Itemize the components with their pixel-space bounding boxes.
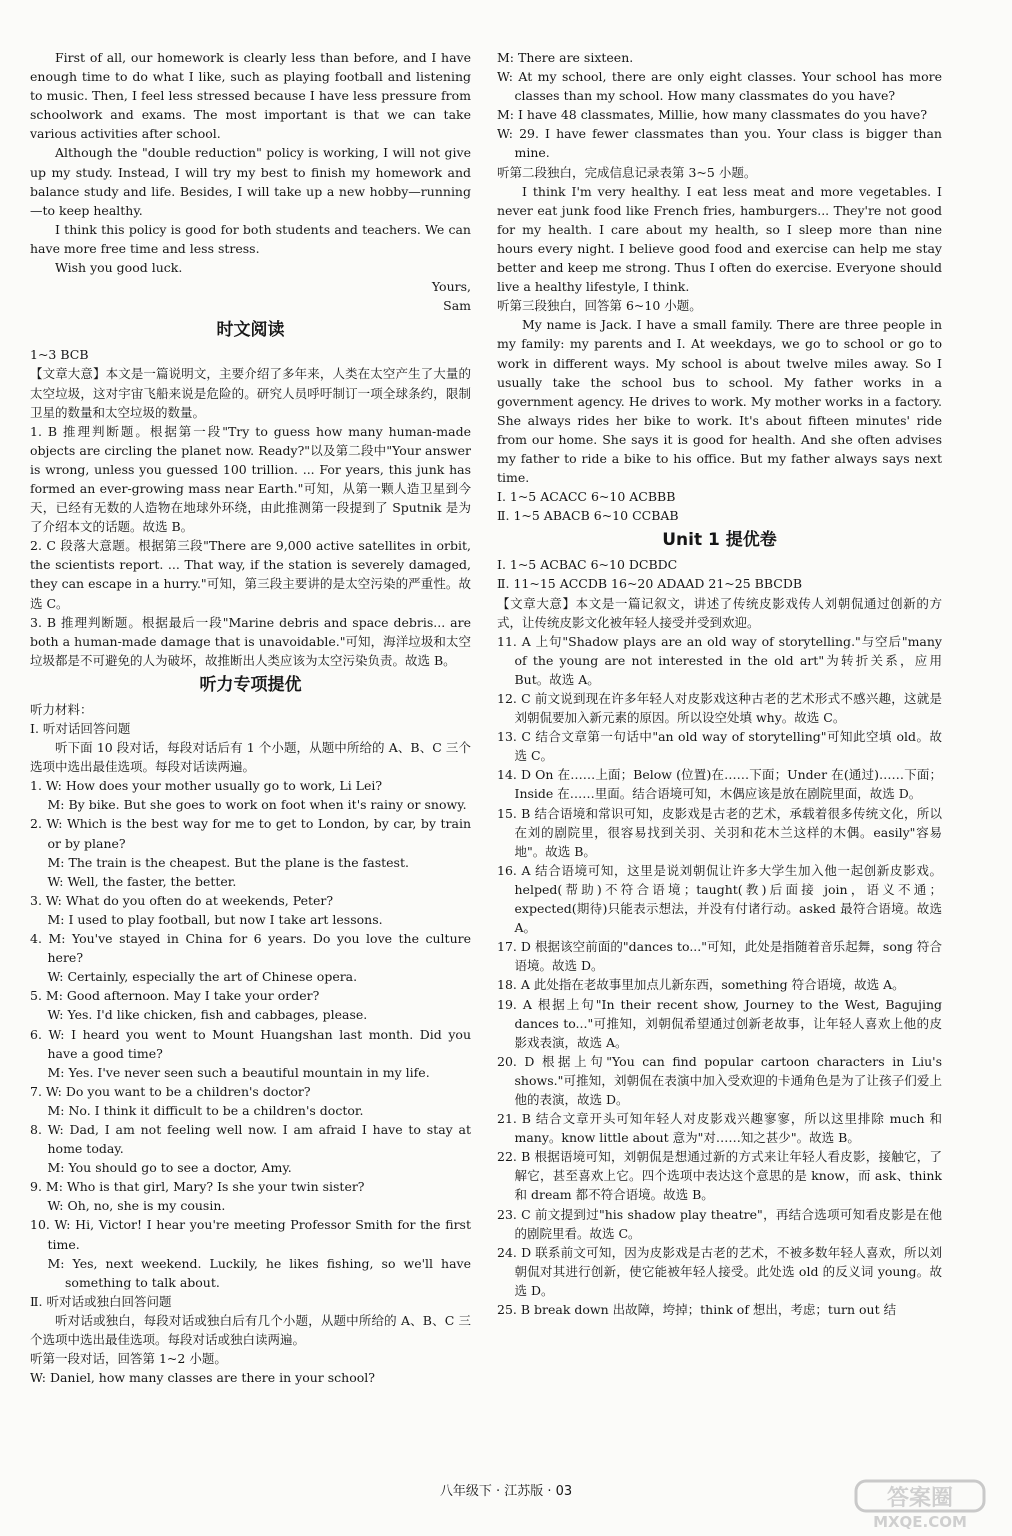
explanation-item: 15. B 结合语境和常识可知，皮影戏是古老的艺术，承载着很多传统文化，所以在刘的剧院里，很容易找到关羽、关羽和花木兰这样的木偶。easily"容易地"。故选 B。 [497, 805, 942, 859]
dialogue-text: W: I heard you went to Mount Huangshan last month. Did you have a good time? [47, 1026, 471, 1061]
part2-heading: 听第二段独白，完成信息记录表第 3~5 小题。 [497, 164, 757, 180]
dialogue-number: 7. [30, 1083, 42, 1099]
section2-intro: 听对话或独白，每段对话或独白后有几个小题，从题中所给的 A、B、C 三个选项中选出最佳选项。每段对话或独白读两遍。 [30, 1312, 471, 1347]
dialogue-text: M: No. I think it difficult to be a children's doctor. [47, 1102, 364, 1118]
reading-explanation-3: 3. B 推理判断题。根据最后一段"Marine debris and space debris... are both a human-made damage that is unavoidable."可知，海洋垃圾和太空垃圾都是不可避免的人为破坏，故推断出人类应该为太空污染负责。故选 B。 [30, 614, 471, 668]
part1-heading: 听第一段对话，回答第 1~2 小题。 [30, 1351, 227, 1367]
letter-paragraph: First of all, our homework is clearly less than before, and I have enough time to do what I like, such as playing football and listening to music. Then, I feel less stressed because I have less pressure from schoolwork and exams. The most important is that we can take various activities after school. [30, 50, 471, 142]
dialogue-line [30, 1215, 471, 1253]
dialogue-line [30, 795, 471, 814]
dialogue-line [30, 814, 471, 852]
listening-answers-2: Ⅱ. 1~5 ABACB 6~10 CCBAB [497, 508, 679, 524]
dialogue-line [30, 891, 471, 910]
dialogue-text: M: By bike. But she goes to work on foot when it's rainy or snowy. [47, 797, 467, 813]
dialog-line: M: There are sixteen. [497, 50, 634, 65]
section2-heading: Ⅱ. 听对话或独白回答问题 [30, 1293, 172, 1309]
part1-line: W: Daniel, how many classes are there in your school? [30, 1370, 375, 1386]
letter-paragraph: Wish you good luck. [55, 260, 183, 276]
dialog-line: W: 29. I have fewer classmates than you. Your class is bigger than mine. [497, 126, 942, 161]
letter-signature: Sam [443, 298, 471, 314]
explanation-item: 25. B break down 出故障，垮掉；think of 想出，考虑；turn out 结 [497, 1302, 897, 1317]
dialogue-line [30, 910, 471, 929]
dialogue-line [30, 1254, 471, 1292]
dialogue-list [30, 776, 471, 1292]
explanation-item: 16. A 结合语境可知，这里是说刘朝侃让许多大学生加入他一起创新皮影戏。helped(帮助)不符合语境；taught(教)后面接 join，语义不通；expected(期待)只能表示想法，并没有付诸行动。asked 最符合语境。故选 A。 [497, 862, 942, 936]
dialogue-line [30, 776, 471, 795]
dialogue-text: W: Oh, no, she is my cousin. [47, 1198, 226, 1214]
dialogue-text: M: The train is the cheapest. But the plane is the fastest. [47, 854, 409, 870]
dialogue-text: M: Who is that girl, Mary? Is she your twin sister? [45, 1179, 365, 1195]
dialogue-line [30, 1063, 471, 1082]
dialogue-number: 3. [30, 892, 42, 908]
dialogue-text: W: Yes. I'd like chicken, fish and cabbages, please. [47, 1007, 368, 1023]
reading-summary: 【文章大意】本文是一篇说明文，主要介绍了多年来，人类在太空产生了大量的太空垃圾，这对宇宙飞船来说是危险的。研究人员呼吁制订一项全球条约，限制卫星的数量和太空垃圾的数量。 [30, 366, 471, 420]
explanation-item: 23. C 前文提到过"his shadow play theatre"，再结合选项可知看皮影是在他的剧院里看。故选 C。 [497, 1206, 942, 1241]
dialogue-line [30, 1101, 471, 1120]
dialogue-line [30, 1177, 471, 1196]
svg-text:答案圈: 答案圈 [886, 1486, 954, 1511]
explanation-item: 20. D 根据上句"You can find popular cartoon characters in Liu's shows."可推知，刘朝侃在表演中加入受欢迎的卡通角色是为了让孩子们爱上他的表演，故选 D。 [497, 1053, 942, 1107]
dialogue-line [30, 929, 471, 967]
reading-section-title: 时文阅读 [216, 320, 285, 341]
dialogue-number: 5. [30, 988, 42, 1004]
dialogue-text: M: I used to play football, but now I take art lessons. [47, 911, 383, 927]
letter-closing: Yours, [431, 279, 471, 295]
unit-answers-1: Ⅰ. 1~5 ACBAC 6~10 DCBDC [497, 557, 678, 573]
listening-label: 听力材料： [30, 701, 93, 717]
explanation-item: 14. D On 在……上面；Below (位置)在……下面；Under 在(通过)……下面；Inside 在……里面。结合语境可知，木偶应该是放在剧院里面，故选 D。 [497, 767, 942, 802]
unit-test-title: Unit 1 提优卷 [662, 530, 777, 551]
watermark-logo [852, 1478, 992, 1530]
dialogue-line [30, 967, 471, 986]
dialogue-number: 1. [30, 778, 42, 794]
unit-summary: 【文章大意】本文是一篇记叙文，讲述了传统皮影戏传人刘朝侃通过创新的方式，让传统皮影文化被年轻人接受并受到欢迎。 [497, 595, 942, 630]
dialogue-line [30, 853, 471, 872]
dialogue-text: W: Do you want to be a children's doctor? [45, 1083, 311, 1099]
monologue-3: My name is Jack. I have a small family. There are three people in my family: my parents and I. At weekdays, we go to school or go to work in different ways. My school is about twelve miles away. So I usually take the school bus to school. My father works in a government agency. He drives to work. My mother works in a factory. She always rides her bike to work. It's about fifteen minutes' ride from our home. She says it is good for health. And she often advises my father to ride a bike to his office. But my father always says next time. [497, 317, 942, 486]
explanation-item: 24. D 联系前文可知，因为皮影戏是古老的艺术，不被多数年轻人喜欢，所以刘朝侃对其进行创新，使它能被年轻人接受。此处选 old 的反义词 young。故选 D。 [497, 1244, 942, 1298]
left-column [30, 48, 471, 1387]
dialogue-line [30, 1005, 471, 1024]
listening-section-title: 听力专项提优 [199, 674, 302, 695]
dialogue-number: 4. [30, 931, 42, 947]
section1-intro: 听下面 10 段对话，每段对话后有 1 个小题，从题中所给的 A、B、C 三个选项中选出最佳选项。每段对话读两遍。 [30, 740, 471, 775]
dialogue-number: 10. [30, 1217, 50, 1233]
explanation-item: 19. A 根据上句"In their recent show, Journey to the West, Bagujing dances to..."可推知，刘朝侃希望通过创新老故事，让年轻人喜欢上他的皮影戏表演，故选 A。 [497, 996, 942, 1050]
explanation-item: 12. C 前文说到现在许多年轻人对皮影戏这种古老的艺术形式不感兴趣，这就是刘朝侃要加入新元素的原因。所以设空处填 why。故选 C。 [497, 691, 942, 726]
dialog-line: M: I have 48 classmates, Millie, how many classmates do you have? [497, 107, 928, 123]
page-footer: 八年级下 · 江苏版 · 03 [439, 1484, 573, 1499]
dialogue-text: W: Certainly, especially the art of Chinese opera. [47, 969, 358, 985]
explanation-list [497, 632, 942, 1319]
unit-answers-2: Ⅱ. 11~15 ACCDB 16~20 ADAAD 21~25 BBCDB [497, 576, 803, 592]
dialogue-text: W: Dad, I am not feeling well now. I am afraid I have to stay at home today. [47, 1121, 471, 1157]
dialogue-text: W: How does your mother usually go to work, Li Lei? [45, 778, 383, 794]
listening-answers-1: Ⅰ. 1~5 ACACC 6~10 ACBBB [497, 489, 676, 505]
right-column [497, 48, 942, 1319]
svg-text:MXQE.COM: MXQE.COM [873, 1513, 967, 1530]
dialogue-number: 8. [30, 1121, 42, 1137]
dialogue-text: W: Hi, Victor! I hear you're meeting Professor Smith for the first time. [47, 1217, 471, 1252]
dialogue-line [30, 986, 471, 1005]
dialogue-number: 2. [30, 816, 42, 832]
monologue-2: I think I'm very healthy. I eat less meat and more vegetables. I never eat junk food like French fries, hamburgers... They're not good for my health. I care about my health, so I sleep more than nine hours every night. I believe good food and exercise can help me stay better and keep me strong. Thus I often do exercise. Everyone should live a healthy lifestyle, I think. [497, 183, 942, 295]
explanation-item: 13. C 结合文章第一句话中"an old way of storytelling"可知此空填 old。故选 C。 [497, 729, 942, 764]
explanation-item: 21. B 结合文章开头可知年轻人对皮影戏兴趣寥寥，所以这里排除 much 和 many。know little about 意为"对……知之甚少"。故选 B。 [497, 1111, 942, 1146]
dialogue-text: W: Which is the best way for me to get to London, by car, by train or by plane? [46, 816, 471, 851]
reading-explanation-1: 1. B 推理判断题。根据第一段"Try to guess how many human-made objects are circling the planet now. Ready?"以及第二段中"Your answer is wrong, unless you guessed 100 trillion. ... For years, this junk has formed an ever-growing mass near Earth."可知，从第一颗人造卫星到今天，已经有无数的人造物在地球外环绕，由此推测第一段提到了 Sputnik 是为了介绍本文的话题。故选 B。 [30, 423, 471, 535]
explanation-item: 22. B 根据语境可知，刘朝侃是想通过新的方式来让年轻人看皮影，接触它，了解它，甚至喜欢上它。四个选项中表达这个意思的是 know，而 ask、think 和 dream 都不符合语境。故选 B。 [497, 1149, 942, 1203]
explanation-item: 17. D 根据该空前面的"dances to..."可知，此处是指随着音乐起舞，song 符合语境。故选 D。 [497, 939, 942, 974]
dialogue-text: M: Good afternoon. May I take your order? [45, 988, 320, 1004]
explanation-item: 18. A 此处指在老故事里加点儿新东西，something 符合语境，故选 A。 [497, 977, 905, 993]
dialogue-line [30, 872, 471, 891]
dialogue-line [30, 1120, 471, 1158]
dialogue-line [30, 1158, 471, 1177]
reading-explanation-2: 2. C 段落大意题。根据第三段"There are 9,000 active satellites in orbit, the scientists report. ... That way, if the station is severely damaged, they can escape in a hurry."可知，第三段主要讲的是太空污染的严重性。故选 C。 [30, 538, 471, 611]
dialog-line: W: At my school, there are only eight classes. Your school has more classes than my school. How many classmates do you have? [497, 69, 942, 104]
letter-paragraph: I think this policy is good for both students and teachers. We can have more free time and less stress. [30, 221, 471, 256]
reading-answers: 1~3 BCB [30, 347, 89, 363]
letter-body [30, 48, 471, 315]
dialogue-text: M: Yes. I've never seen such a beautiful mountain in my life. [47, 1064, 430, 1080]
dialogue-line [30, 1196, 471, 1215]
dialogue-text: M: You should go to see a doctor, Amy. [47, 1160, 292, 1176]
part3-heading: 听第三段独白，回答第 6~10 小题。 [497, 298, 702, 314]
explanation-item: 11. A 上句"Shadow plays are an old way of storytelling."与空后"many of the young are not interested in the old art"为转折关系，应用 But。故选 A。 [497, 633, 942, 687]
dialogue-number: 9. [30, 1179, 42, 1195]
dialogue-line [30, 1082, 471, 1101]
letter-paragraph: Although the "double reduction" policy is working, I will not give up my study. Instead, I will try my best to finish my homework and balance study and life. Besides, I will take up a new hobby—running—to keep healthy. [30, 145, 471, 218]
dialogue-line [30, 1025, 471, 1063]
dialogue-text: M: Yes, next weekend. Luckily, he likes fishing, so we'll have something to talk about. [47, 1255, 471, 1290]
dialogue-text: W: Well, the faster, the better. [47, 873, 237, 889]
dialogue-text: M: You've stayed in China for 6 years. Do you love the culture here? [47, 931, 471, 966]
dialogue-number: 6. [30, 1026, 42, 1042]
section1-heading: Ⅰ. 听对话回答问题 [30, 721, 131, 736]
dialogue-text: W: What do you often do at weekends, Peter? [45, 892, 334, 908]
